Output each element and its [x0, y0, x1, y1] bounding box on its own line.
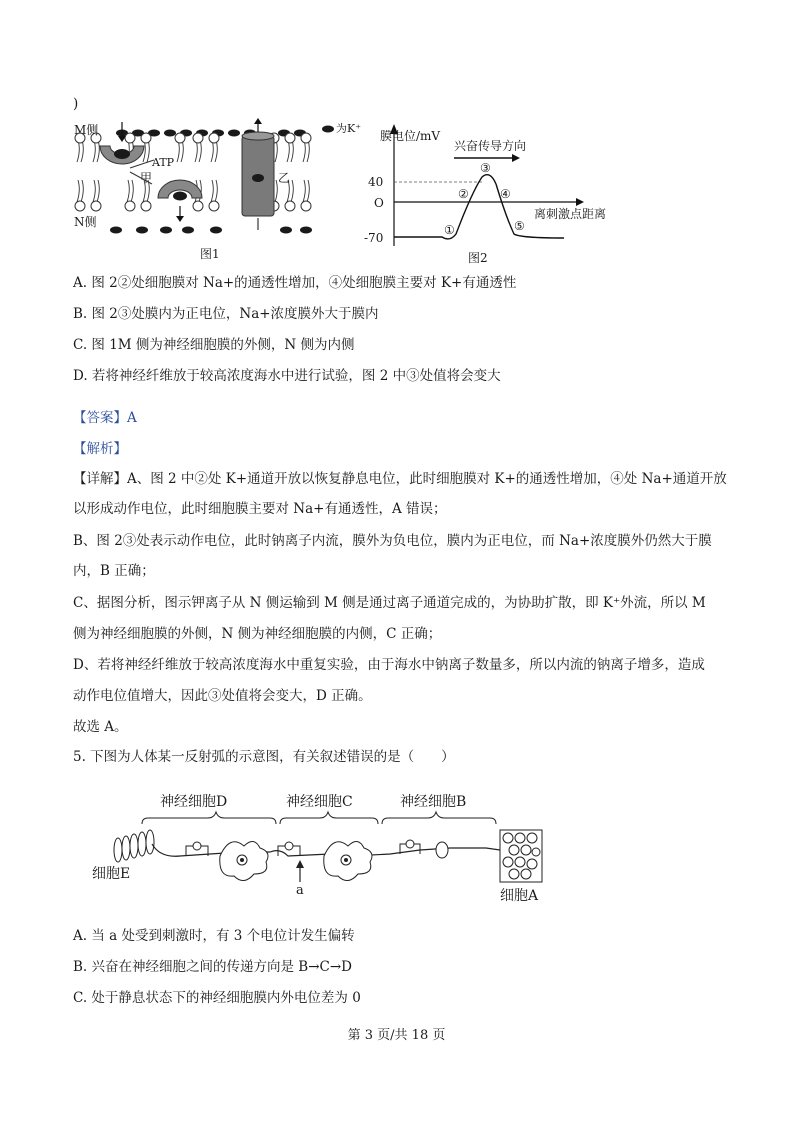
point-5: ⑤ [514, 219, 525, 233]
q4-option-a: A. 图 2②处细胞膜对 Na+的通透性增加，④处细胞膜主要对 K+有通透性 [73, 275, 517, 291]
explanation-line-3: B、图 2③处表示动作电位，此时钠离子内流，膜外为负电位，膜内为正电位，而 Na+浓度膜外仍然大于膜 [73, 533, 712, 549]
explanation-line-7: D、若将神经纤维放于较高浓度海水中重复实验，由于海水中钠离子数量多，所以内流的钠离子增多，造成 [73, 657, 705, 673]
cell-e-label: 细胞E [92, 866, 131, 882]
page-footer: 第 3 页/共 18 页 [347, 1028, 446, 1043]
atp-label: ATP [152, 156, 175, 169]
fig1-caption: 图1 [200, 247, 220, 261]
yi-label: 乙 [278, 171, 291, 185]
tick-neg70: -70 [364, 231, 384, 245]
fig2-direction: 兴奋传导方向 [454, 139, 527, 153]
q5-stem: 5. 下图为人体某一反射弧的示意图，有关叙述错误的是（ ） [73, 749, 455, 765]
k-ion-label: 为K⁺ [336, 122, 362, 135]
cell-a-label: 细胞A [500, 888, 539, 904]
jia-label: 甲 [140, 171, 153, 185]
n-side-label: N侧 [74, 215, 97, 229]
point-3: ③ [480, 161, 491, 175]
explanation-line-6: 侧为神经细胞膜的外侧，N 侧为神经细胞膜的内侧，C 正确； [73, 626, 442, 642]
point-4: ④ [500, 187, 511, 201]
figure-reflex-arc [90, 790, 550, 915]
fig2-ylabel: 膜电位/mV [380, 129, 441, 143]
point-1: ① [444, 223, 455, 237]
q4-option-c: C. 图 1M 侧为神经细胞膜的外侧，N 侧为内侧 [73, 337, 355, 353]
q5-option-c: C. 处于静息状态下的神经细胞膜内外电位差为 0 [73, 990, 361, 1006]
explanation-line-1: 【详解】A、图 2 中②处 K+通道开放以恢复静息电位，此时细胞膜对 K+的通透性增加，④处 Na+通道开放 [73, 471, 727, 487]
explanation-line-5: C、据图分析，图示钾离子从 N 侧运输到 M 侧是通过离子通道完成的，为协助扩散，即 K⁺外流，所以 M [73, 595, 706, 611]
q5-option-b: B. 兴奋在神经细胞之间的传递方向是 B→C→D [73, 959, 352, 975]
neuron-c-label: 神经细胞C [286, 794, 353, 810]
explanation-line-2: 以形成动作电位，此时细胞膜主要对 Na+有通透性，A 错误； [73, 501, 447, 517]
m-side-label: M侧 [74, 123, 99, 137]
q4-option-b: B. 图 2③处膜内为正电位，Na+浓度膜外大于膜内 [73, 306, 379, 322]
figure-1-membrane [72, 118, 372, 263]
fig2-caption: 图2 [468, 251, 488, 265]
figure-2-potential [364, 122, 654, 267]
explanation-line-9: 故选 A。 [73, 719, 128, 735]
tick-0: O [374, 196, 384, 210]
point-2: ② [458, 187, 469, 201]
tick-40: 40 [368, 175, 384, 189]
explanation-line-8: 动作电位值增大，因此③处值将会变大，D 正确。 [73, 688, 372, 704]
answer-line: 【答案】A [73, 410, 137, 426]
stimulus-a-label: a [296, 883, 304, 898]
neuron-b-label: 神经细胞B [400, 794, 467, 810]
question-fragment: ) [73, 96, 79, 112]
q5-option-a: A. 当 a 处受到刺激时，有 3 个电位计发生偏转 [73, 928, 355, 944]
fig2-xlabel: 离刺激点距离 [534, 207, 607, 221]
cell-e-coil [114, 830, 154, 862]
explanation-line-4: 内，B 正确； [73, 563, 155, 579]
q4-option-d: D. 若将神经纤维放于较高浓度海水中进行试验，图 2 中③处值将会变大 [73, 368, 501, 384]
analysis-label: 【解析】 [73, 441, 127, 457]
neuron-d-label: 神经细胞D [160, 794, 228, 810]
